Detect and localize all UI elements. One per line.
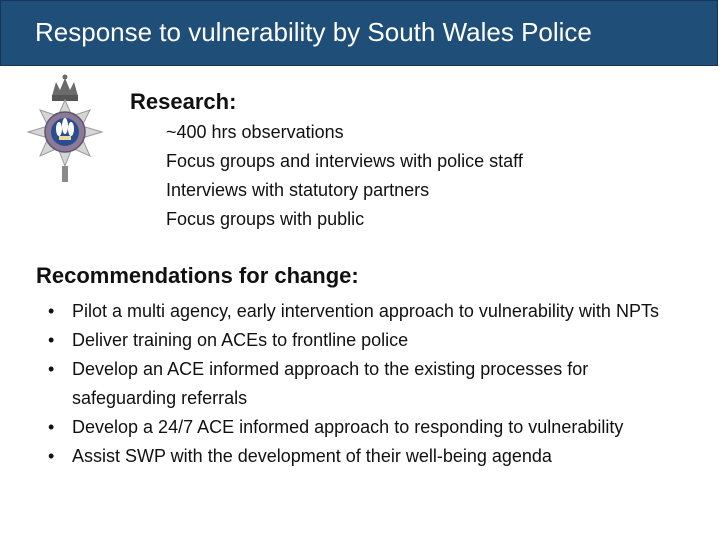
research-item: Focus groups with public <box>166 209 365 229</box>
recommendation-text: Deliver training on ACEs to frontline police <box>72 330 409 350</box>
research-heading: Research: <box>130 89 237 114</box>
bullet-icon: • <box>48 359 55 379</box>
recommendation-item <box>48 355 688 413</box>
research-item: ~400 hrs observations <box>166 122 344 142</box>
recommendation-item <box>2 413 688 442</box>
recommendations-list <box>48 297 688 471</box>
recommendation-text: Assist SWP with the development of their well-being agenda <box>72 446 552 466</box>
police-crest-logo <box>22 74 108 184</box>
title-bar <box>0 0 718 66</box>
recommendation-text: Develop an ACE informed approach to the existing processes for safeguarding referrals <box>72 359 589 408</box>
bullet-icon: • <box>48 446 55 466</box>
crown-icon <box>52 75 78 102</box>
police-crest-icon <box>22 74 108 184</box>
bullet-icon: • <box>48 417 55 437</box>
research-list <box>166 118 523 234</box>
slide-title: Response to vulnerability by South Wales Police <box>35 17 592 47</box>
recommendation-item <box>48 326 688 355</box>
bullet-icon: • <box>48 301 55 321</box>
recommendations-heading: Recommendations for change: <box>36 263 359 288</box>
recommendation-item <box>48 442 688 471</box>
recommendation-text: Develop a 24/7 ACE informed approach to responding to vulnerability <box>72 417 624 437</box>
bullet-icon: • <box>48 330 55 350</box>
research-item: Interviews with statutory partners <box>166 180 430 200</box>
crest-base <box>62 166 68 182</box>
recommendation-item <box>2 297 688 326</box>
research-item: Focus groups and interviews with police staff <box>166 151 523 171</box>
recommendation-text: Pilot a multi agency, early intervention approach to vulnerability with NPTs <box>72 301 659 321</box>
